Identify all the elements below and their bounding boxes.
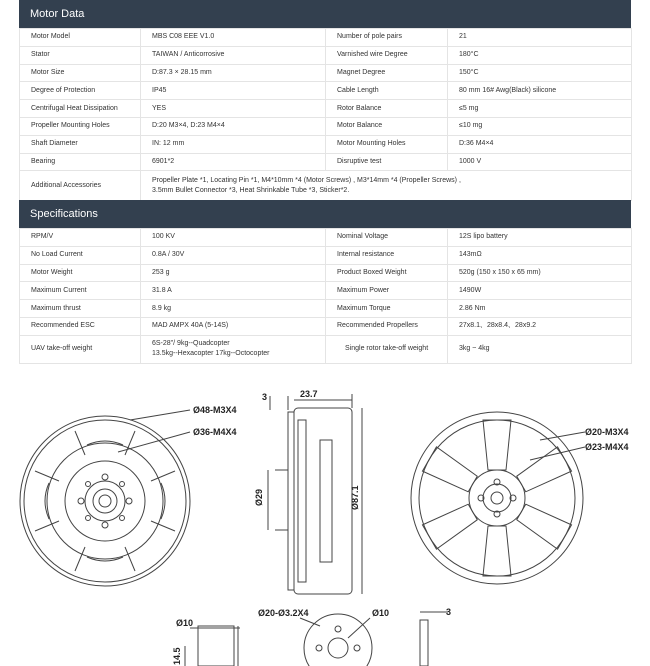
plate-center-dim: Ø10 <box>372 608 390 618</box>
spec-label: Single rotor take-off weight <box>326 335 448 363</box>
spec-label: UAV take-off weight <box>20 335 141 363</box>
plate-thickness-dim: 3 <box>446 607 452 617</box>
motor-data-title: Motor Data <box>30 8 85 20</box>
spec-label: Additional Accessories <box>20 171 141 201</box>
table-row <box>20 300 632 318</box>
spec-value: 27x8.1、28x8.4、28x9.2 <box>448 317 632 335</box>
spec-label: Maximum Torque <box>326 300 448 318</box>
spec-label: Maximum Power <box>326 282 448 300</box>
spec-label: Propeller Mounting Holes <box>20 117 141 135</box>
table-row <box>20 153 632 171</box>
side-dia-small: Ø29 <box>254 488 264 506</box>
spec-value: 3kg ~ 4kg <box>448 335 632 363</box>
spec-label: Number of pole pairs <box>326 29 448 47</box>
spec-label: Motor Weight <box>20 264 141 282</box>
spec-label: Centrifugal Heat Dissipation <box>20 100 141 118</box>
spec-value: 8.9 kg <box>141 300 326 318</box>
spec-value: 150°C <box>448 64 632 82</box>
table-row <box>20 264 632 282</box>
takeoff-line: 13.5kg--Hexacopter 17kg--Octocopter <box>152 350 270 358</box>
spec-value: 80 mm 16# Awg(Black) silicone <box>448 82 632 100</box>
spec-label: Stator <box>20 46 141 64</box>
spec-value: 1490W <box>448 282 632 300</box>
takeoff-line: 6S-28"/ 9kg--Quadcopter <box>152 340 230 348</box>
spec-label: Varnished wire Degree <box>326 46 448 64</box>
spec-label: Motor Mounting Holes <box>326 135 448 153</box>
table-row <box>20 117 632 135</box>
spec-value: 143mΩ <box>448 246 632 264</box>
spec-label: Motor Balance <box>326 117 448 135</box>
table-row <box>20 335 632 363</box>
table-row <box>20 135 632 153</box>
spec-label: Motor Model <box>20 29 141 47</box>
plate-holes-dim: Ø20-Ø3.2X4 <box>258 608 309 618</box>
specifications-table <box>19 228 632 364</box>
spec-value: MBS C08 EEE V1.0 <box>141 29 326 47</box>
table-row <box>20 317 632 335</box>
back-view <box>411 412 585 584</box>
spec-value: 253 g <box>141 264 326 282</box>
plate-side-view <box>420 612 448 666</box>
spec-value: 1000 V <box>448 153 632 171</box>
table-row <box>20 46 632 64</box>
spec-value: 0.8A / 30V <box>141 246 326 264</box>
spec-value: 2.86 Nm <box>448 300 632 318</box>
spec-value: IP45 <box>141 82 326 100</box>
spec-label: Nominal Voltage <box>326 229 448 247</box>
spec-label: Maximum Current <box>20 282 141 300</box>
spec-value: MAD AMPX 40A (5-14S) <box>141 317 326 335</box>
spec-value: D:20 M3×4, D:23 M4×4 <box>141 117 326 135</box>
table-row <box>20 82 632 100</box>
table-row <box>20 229 632 247</box>
pin-height-dim: 14.5 <box>172 647 182 665</box>
spec-value: 21 <box>448 29 632 47</box>
spec-value: 180°C <box>448 46 632 64</box>
spec-label: Disruptive test <box>326 153 448 171</box>
accessories-value <box>141 171 632 201</box>
spec-label: Bearing <box>20 153 141 171</box>
spec-label: Magnet Degree <box>326 64 448 82</box>
takeoff-value <box>141 335 326 363</box>
spec-label: Maximum thrust <box>20 300 141 318</box>
spec-label: Rotor Balance <box>326 100 448 118</box>
spec-value: 100 KV <box>141 229 326 247</box>
spec-value: D:36 M4×4 <box>448 135 632 153</box>
motor-data-table <box>19 28 632 201</box>
spec-label: Internal resistance <box>326 246 448 264</box>
accessories-line: 3.5mm Bullet Connector *3, Heat Shrinkable Tube *3, Sticker*2. <box>152 186 350 194</box>
table-row <box>20 171 632 201</box>
spec-value: 6901*2 <box>141 153 326 171</box>
spec-value: IN: 12 mm <box>141 135 326 153</box>
front-hole-outer-label: Ø48-M3X4 <box>193 405 237 415</box>
specifications-title: Specifications <box>30 208 98 220</box>
spec-label: Degree of Protection <box>20 82 141 100</box>
spec-value: YES <box>141 100 326 118</box>
back-hole-inner-label: Ø23-M4X4 <box>585 442 629 452</box>
side-dia-large: Ø87.1 <box>350 485 360 510</box>
technical-drawing <box>0 380 650 666</box>
specifications-header <box>19 200 631 228</box>
side-view <box>268 394 362 594</box>
spec-value: 12S lipo battery <box>448 229 632 247</box>
locating-pin-view <box>185 626 240 666</box>
side-top-dim: 23.7 <box>300 389 318 399</box>
spec-value: ≤10 mg <box>448 117 632 135</box>
spec-label: No Load Current <box>20 246 141 264</box>
spec-value: TAIWAN / Anticorrosive <box>141 46 326 64</box>
back-hole-outer-label: Ø20-M3X4 <box>585 427 629 437</box>
accessories-line: Propeller Plate *1, Locating Pin *1, M4*10mm *4 (Motor Screws) , M3*14mm *4 (Propeller Screws) , <box>152 176 461 184</box>
table-row <box>20 246 632 264</box>
front-hole-inner-label: Ø36-M4X4 <box>193 427 237 437</box>
propeller-plate-view <box>300 614 372 666</box>
spec-label: Recommended Propellers <box>326 317 448 335</box>
spec-value: 520g (150 x 150 x 65 mm) <box>448 264 632 282</box>
spec-label: RPM/V <box>20 229 141 247</box>
spec-label: Product Boxed Weight <box>326 264 448 282</box>
table-row <box>20 282 632 300</box>
spec-value: ≤5 mg <box>448 100 632 118</box>
spec-label: Shaft Diameter <box>20 135 141 153</box>
spec-label: Cable Length <box>326 82 448 100</box>
spec-label: Recommended ESC <box>20 317 141 335</box>
table-row <box>20 100 632 118</box>
pin-diameter-dim: Ø10 <box>176 618 194 628</box>
table-row <box>20 29 632 47</box>
spec-value: 31.8 A <box>141 282 326 300</box>
motor-data-header <box>19 0 631 28</box>
table-row <box>20 64 632 82</box>
front-view <box>20 410 190 586</box>
side-left-dim: 3 <box>262 392 268 402</box>
spec-value: D:87.3 × 28.15 mm <box>141 64 326 82</box>
spec-label: Motor Size <box>20 64 141 82</box>
